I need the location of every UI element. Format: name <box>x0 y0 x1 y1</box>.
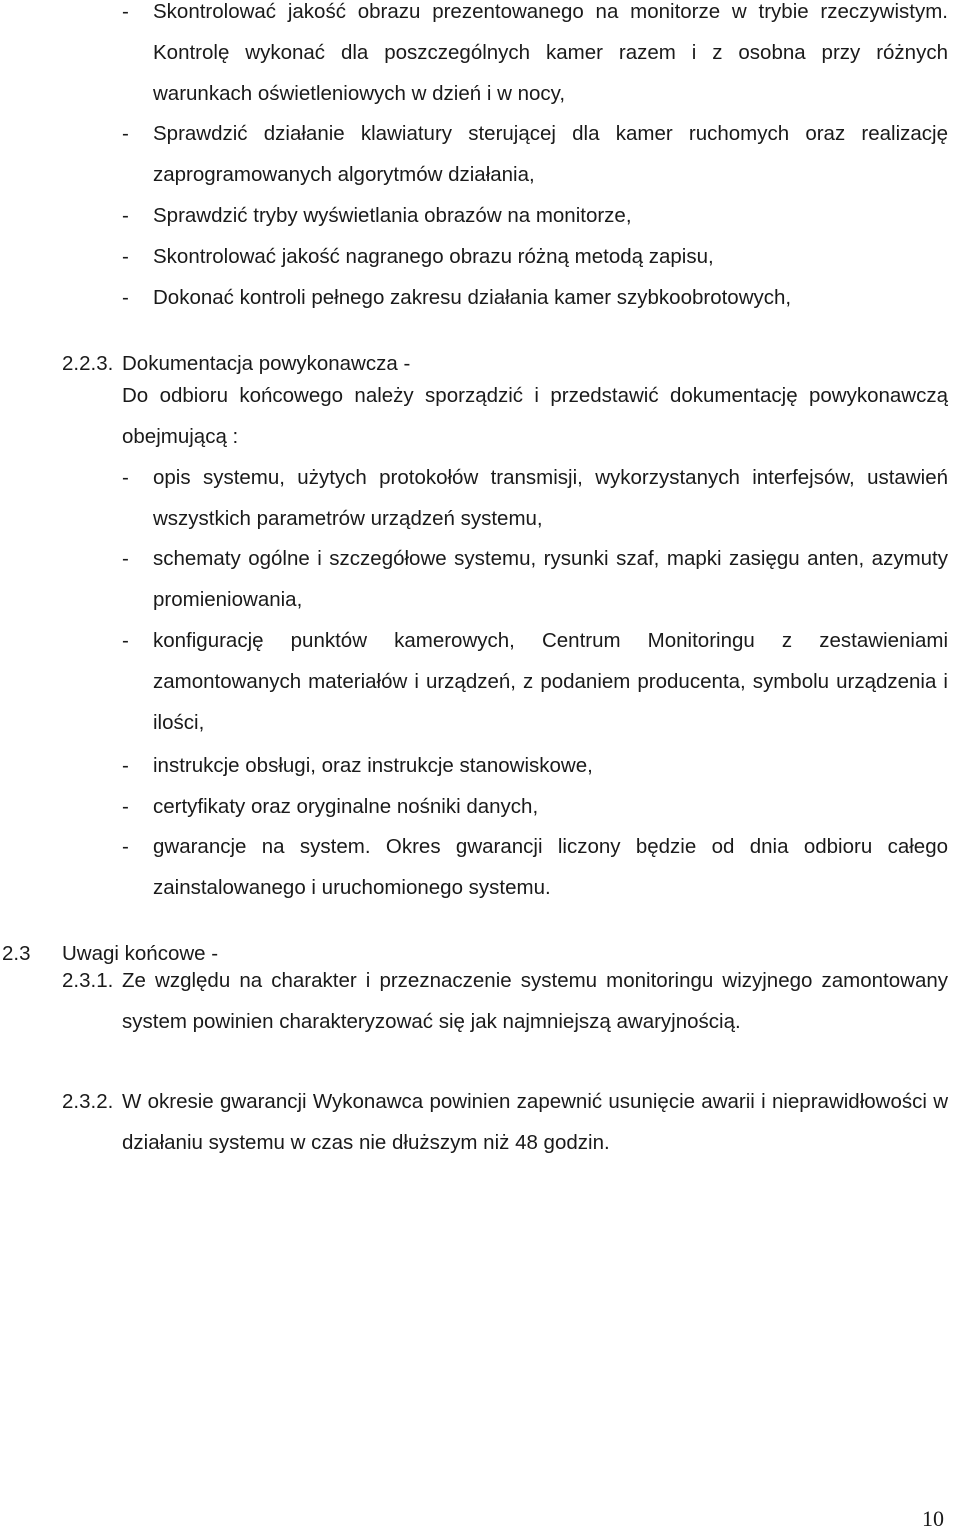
list-dash: - <box>122 286 129 309</box>
list-dash: - <box>122 754 129 777</box>
list-item <box>122 113 948 195</box>
list-item <box>122 457 948 539</box>
section-heading-223 <box>62 350 113 378</box>
section-number: 2.2.3. <box>62 352 114 375</box>
list-item-text: certyfikaty oraz oryginalne nośniki danych, <box>153 795 539 818</box>
list-item <box>122 786 948 827</box>
list-item-text: opis systemu, użytych protokołów transmisji, wykorzystanych interfejsów, ustawień wszystkich parametrów urządzeń systemu, <box>153 466 948 530</box>
list-dash: - <box>122 547 129 570</box>
list-item-text: Skontrolować jakość nagranego obrazu różną metodą zapisu, <box>153 245 714 268</box>
section-number: 2.3 <box>2 942 31 965</box>
list-dash: - <box>122 204 129 227</box>
list-item-text: Dokonać kontroli pełnego zakresu działania kamer szybkoobrotowych, <box>153 286 792 309</box>
list-dash: - <box>122 835 129 858</box>
section-intro: Do odbioru końcowego należy sporządzić i przedstawić dokumentację powykonawczą obejmującą : <box>122 384 948 448</box>
list-item <box>122 538 948 620</box>
list-item-text: Skontrolować jakość obrazu prezentowanego na monitorze w trybie rzeczywistym. Kontrolę wykonać dla poszczególnych kamer razem i z osobna przy różnych warunkach oświetleniowych w dzień i w nocy, <box>153 0 948 105</box>
list-item-text: Sprawdzić tryby wyświetlania obrazów na monitorze, <box>153 204 632 227</box>
list-item <box>122 195 948 236</box>
list-dash: - <box>122 466 129 489</box>
list-dash: - <box>122 629 129 652</box>
list-item <box>122 236 948 277</box>
subsection-number: 2.3.2. <box>62 1090 114 1113</box>
list-item-text: konfigurację punktów kamerowych, Centrum Monitoringu z zestawieniami zamontowanych materiałów i urządzeń, z podaniem producenta, symbolu urządzenia i ilości, <box>153 629 948 734</box>
list-dash: - <box>122 245 129 268</box>
subsection-text: Ze względu na charakter i przeznaczenie systemu monitoringu wizyjnego zamontowany system powinien charakteryzować się jak najmniejszą awaryjnością. <box>122 969 948 1033</box>
page-number: 10 <box>922 1506 944 1531</box>
list-item-text: Sprawdzić działanie klawiatury sterującej dla kamer ruchomych oraz realizację zaprogramowanych algorytmów działania, <box>153 122 948 186</box>
list-item <box>122 745 948 786</box>
list-dash: - <box>122 122 129 145</box>
list-item <box>122 0 948 114</box>
section-title: Dokumentacja powykonawcza - <box>122 352 411 375</box>
list-item-text: instrukcje obsługi, oraz instrukcje stanowiskowe, <box>153 754 593 777</box>
list-item <box>122 620 948 743</box>
list-item-text: gwarancje na system. Okres gwarancji liczony będzie od dnia odbioru całego zainstalowanego i uruchomionego systemu. <box>153 835 948 899</box>
subsection-text: W okresie gwarancji Wykonawca powinien zapewnić usunięcie awarii i nieprawidłowości w działaniu systemu w czas nie dłuższym niż 48 godzin. <box>122 1090 948 1154</box>
section-title-223 <box>122 350 410 378</box>
section-heading-23 <box>2 940 31 968</box>
list-dash: - <box>122 0 129 23</box>
subsection-number: 2.3.1. <box>62 969 114 992</box>
list-item <box>122 826 948 908</box>
list-dash: - <box>122 795 129 818</box>
section-title: Uwagi końcowe - <box>62 942 219 965</box>
list-item-text: schematy ogólne i szczegółowe systemu, rysunki szaf, mapki zasięgu anten, azymuty promieniowania, <box>153 547 948 611</box>
list-item <box>122 277 948 318</box>
